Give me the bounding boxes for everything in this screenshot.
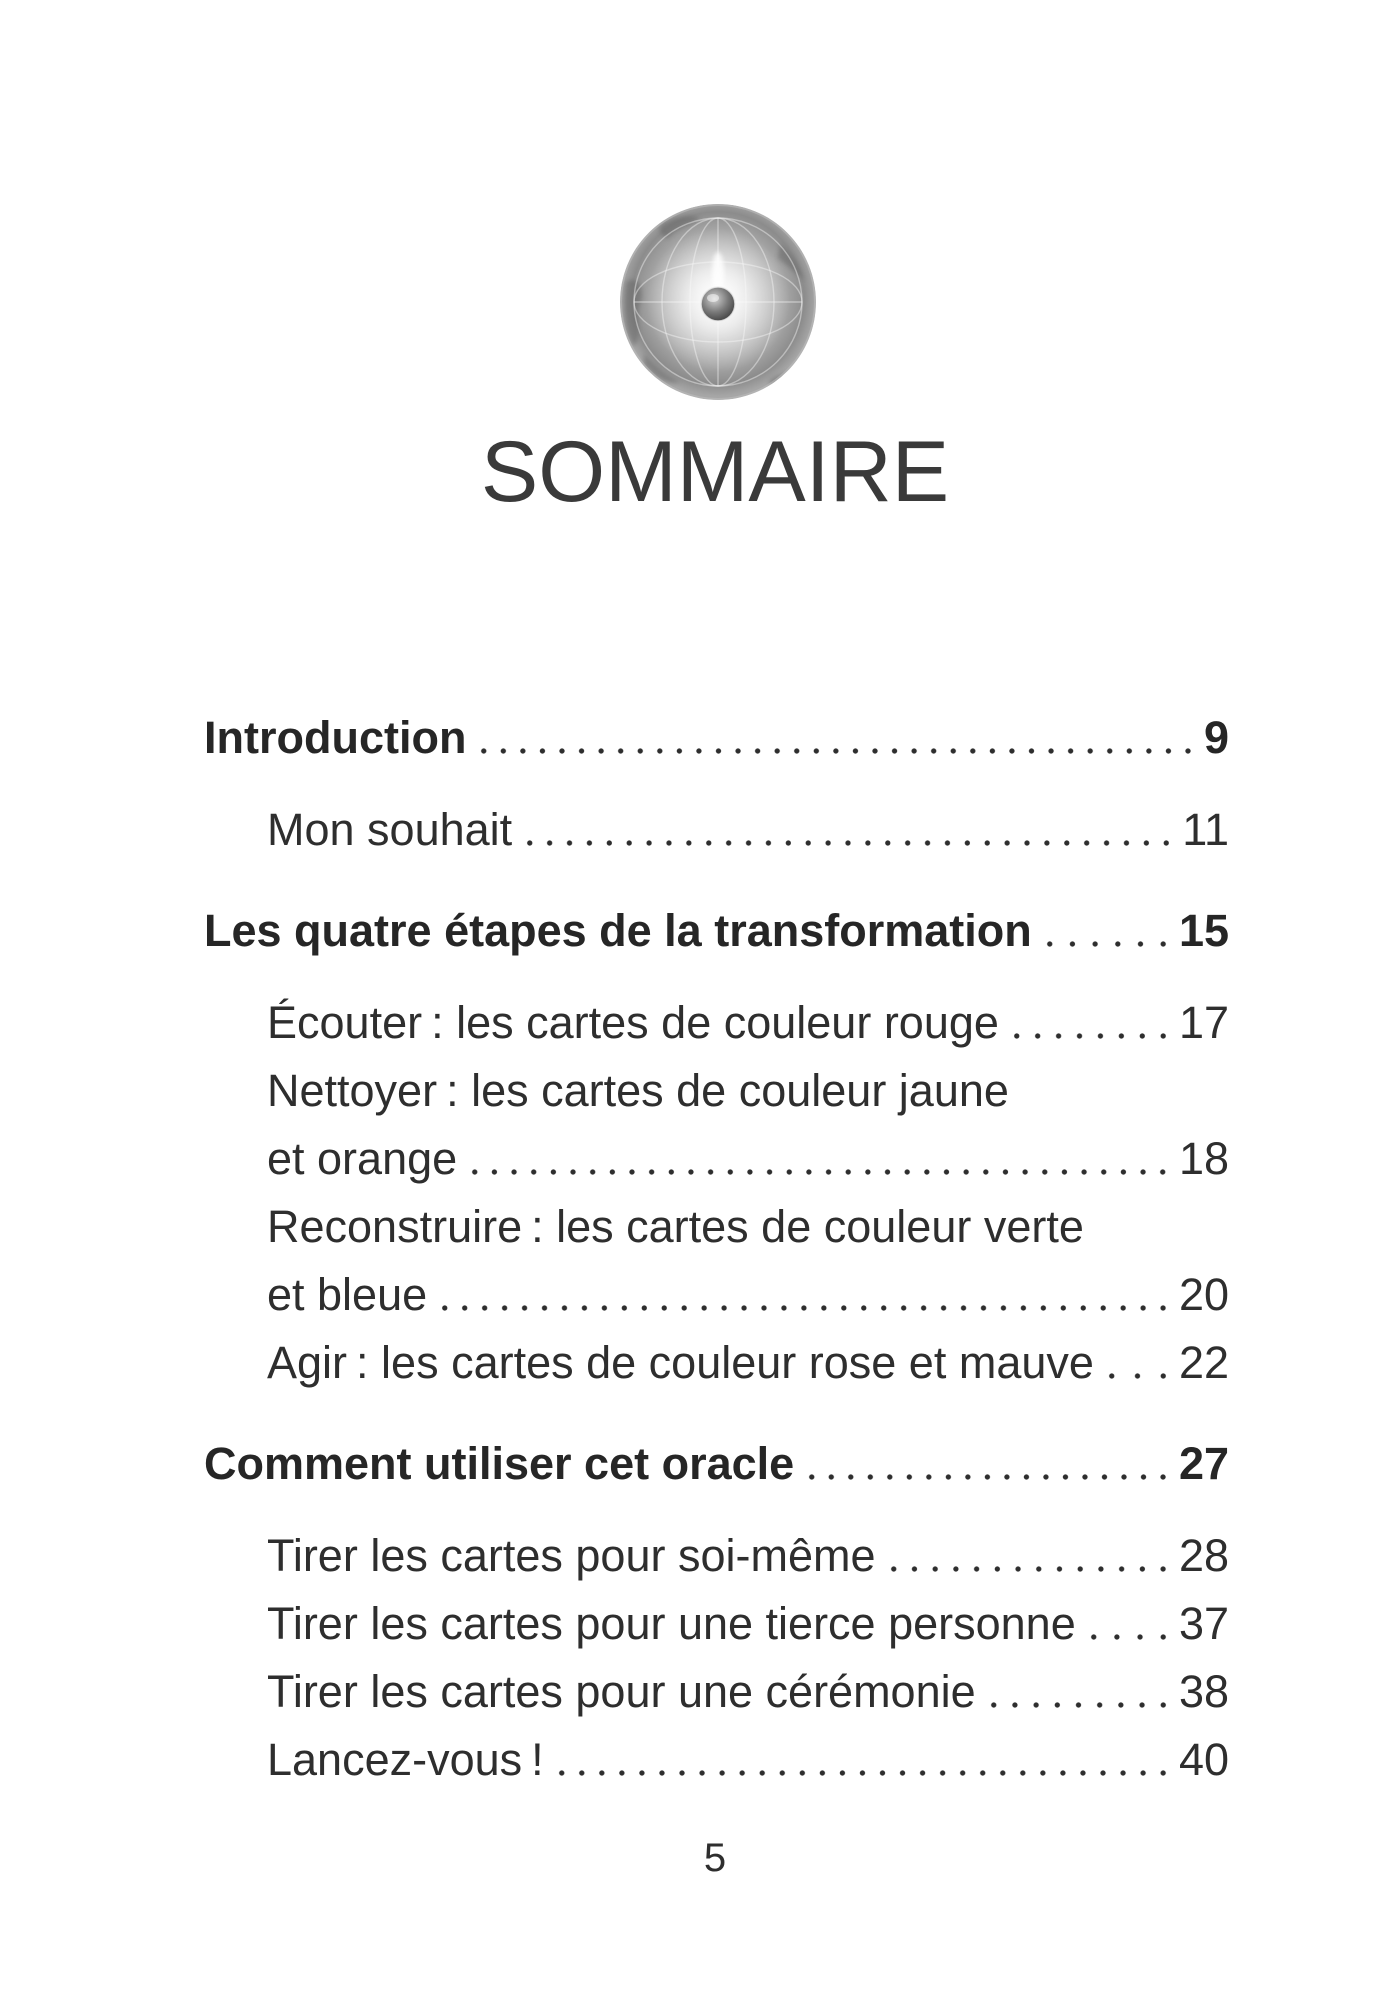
toc-entry-reconstruire (204, 1193, 1229, 1261)
toc-entry-title: Mon souhait (267, 804, 513, 855)
toc-page-number: 27 (1178, 1438, 1229, 1489)
toc-entry-title: Tirer les cartes pour soi-même (267, 1530, 876, 1581)
dot-leader (474, 704, 1198, 772)
dot-leader (1102, 1329, 1173, 1397)
dot-leader (1084, 1590, 1173, 1658)
toc-page-number: 37 (1178, 1598, 1229, 1649)
toc-entry-title: Tirer les cartes pour une tierce personne (267, 1598, 1076, 1649)
toc-page-number: 17 (1178, 997, 1229, 1048)
toc-subsection-list (204, 989, 1229, 1397)
toc-page-number: 22 (1178, 1337, 1229, 1388)
toc-page-number: 11 (1182, 804, 1229, 855)
toc-page-number: 15 (1178, 905, 1229, 956)
toc-entry-mon-souhait (204, 796, 1229, 864)
toc-subsection-list (204, 796, 1229, 864)
toc-page-number: 28 (1178, 1530, 1229, 1581)
toc-entry-title: Agir : les cartes de couleur rose et mauve (267, 1337, 1094, 1388)
toc-entry-nettoyer (204, 1057, 1229, 1125)
page-title: SOMMAIRE (480, 424, 950, 520)
dot-leader (1007, 989, 1173, 1057)
toc-entry-title: Tirer les cartes pour une cérémonie (267, 1666, 976, 1717)
toc-entry-title-continuation: et orange (267, 1133, 458, 1184)
page-number: 5 (703, 1836, 727, 1880)
globe-emblem-icon (620, 204, 816, 400)
dot-leader (520, 796, 1176, 864)
toc-entry-tirer-tierce-personne (204, 1590, 1229, 1658)
toc-page-number: 38 (1178, 1666, 1229, 1717)
table-of-contents (204, 704, 1229, 1827)
toc-section-title: Comment utiliser cet oracle (204, 1438, 795, 1489)
dot-leader (552, 1726, 1173, 1794)
toc-section-comment-utiliser (204, 1430, 1229, 1498)
toc-section-title: Introduction (204, 712, 467, 763)
toc-section-title: Les quatre étapes de la transformation (204, 905, 1032, 956)
toc-page-number: 9 (1203, 712, 1229, 763)
toc-entry-title: Écouter : les cartes de couleur rouge (267, 997, 999, 1048)
dot-leader (1040, 897, 1173, 965)
toc-entry-lancez-vous (204, 1726, 1229, 1794)
toc-subsection-list (204, 1522, 1229, 1794)
toc-entry-reconstruire-continuation (204, 1261, 1229, 1329)
toc-section-introduction (204, 704, 1229, 772)
toc-entry-title: Nettoyer : les cartes de couleur jaune (267, 1065, 1009, 1116)
toc-entry-nettoyer-continuation (204, 1125, 1229, 1193)
toc-entry-tirer-ceremonie (204, 1658, 1229, 1726)
toc-page-number: 20 (1178, 1269, 1229, 1320)
toc-page-number: 40 (1178, 1734, 1229, 1785)
dot-leader (884, 1522, 1173, 1590)
toc-entry-tirer-soi-meme (204, 1522, 1229, 1590)
dot-leader (802, 1430, 1173, 1498)
toc-section-quatre-etapes (204, 897, 1229, 965)
toc-entry-title: Lancez-vous ! (267, 1734, 544, 1785)
toc-page-number: 18 (1178, 1133, 1229, 1184)
dot-leader (984, 1658, 1173, 1726)
dot-leader (465, 1125, 1173, 1193)
toc-entry-title: Reconstruire : les cartes de couleur verte (267, 1201, 1084, 1252)
toc-entry-agir (204, 1329, 1229, 1397)
toc-entry-title-continuation: et bleue (267, 1269, 428, 1320)
dot-leader (435, 1261, 1173, 1329)
toc-entry-ecouter (204, 989, 1229, 1057)
